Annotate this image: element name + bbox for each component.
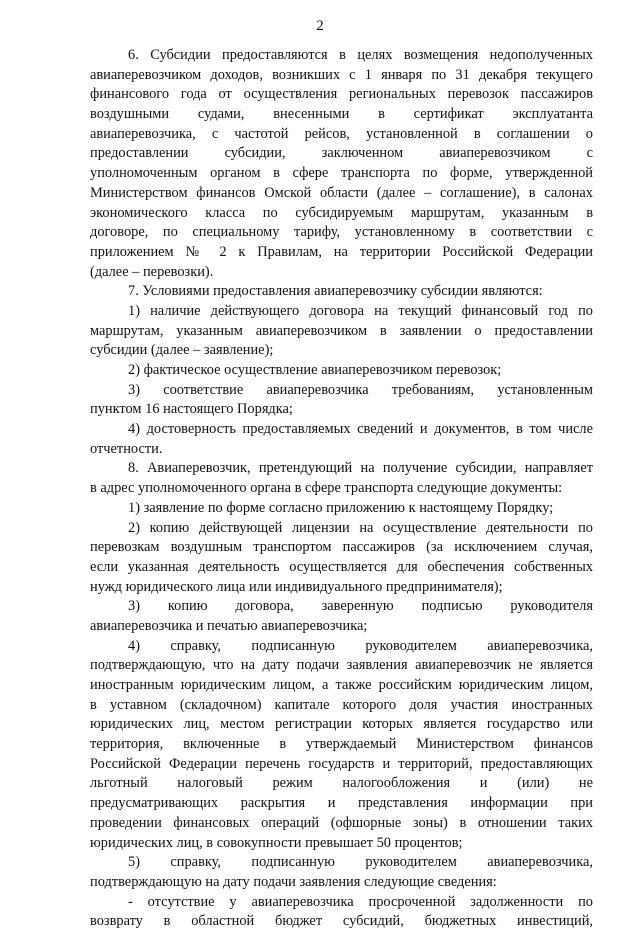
text-line: финансового года от осуществления региональных перевозок пассажиров bbox=[90, 86, 593, 103]
text-line: 8. Авиаперевозчик, претендующий на получение субсидии, направляет bbox=[128, 460, 593, 477]
text-line: 5) справку, подписанную руководителем авиаперевозчика, bbox=[128, 854, 593, 871]
text-line: иностранным юридическим лицом, а также российским юридическим лицом, bbox=[90, 677, 593, 693]
page-number: 2 bbox=[316, 18, 324, 34]
text-line: 1) заявление по форме согласно приложению к настоящему Порядку; bbox=[128, 499, 554, 516]
text-line: 1) наличие действующего договора на текущий финансовый год по bbox=[128, 302, 593, 319]
text-line: 3) копию договора, заверенную подписью руководителя bbox=[128, 598, 593, 615]
text-line: (далее – перевозки). bbox=[90, 263, 214, 280]
text-line: территория, включенные в утверждаемый Министерством финансов bbox=[90, 736, 593, 753]
text-line: отчетности. bbox=[90, 440, 163, 457]
text-line: субсидии (далее – заявление); bbox=[90, 342, 274, 359]
text-line: 2) фактическое осуществление авиаперевозчиком перевозок; bbox=[128, 362, 502, 378]
text-line: подтверждающую на дату подачи заявления следующие сведения: bbox=[90, 873, 497, 890]
text-line: воздушными судами, внесенными в сертификат эксплуатанта bbox=[90, 106, 593, 123]
text-line: - отсутствие у авиаперевозчика просроченной задолженности по bbox=[128, 893, 593, 910]
text-line: юридических лиц, в совокупности превышает 50 процентов; bbox=[90, 834, 463, 851]
text-line: Российской Федерации перечень государств и территорий, предоставляющих bbox=[90, 755, 593, 772]
text-line: юридических лиц, местом регистрации которых является государство или bbox=[90, 716, 593, 733]
text-line: авиаперевозчиком доходов, возникших с 1 января по 31 декабря текущего bbox=[90, 66, 593, 83]
text-line: проведении финансовых операций (офшорные зоны) в отношении таких bbox=[90, 814, 593, 831]
text-line: 2) копию действующей лицензии на осуществление деятельности по bbox=[128, 519, 593, 536]
text-line: в уставном (складочном) капитале которого доля участия иностранных bbox=[90, 696, 593, 713]
text-line: нужд юридического лица или индивидуального предпринимателя); bbox=[90, 578, 503, 595]
document-body bbox=[90, 46, 593, 932]
text-line: 7. Условиями предоставления авиаперевозчику субсидии являются: bbox=[128, 283, 543, 300]
text-line: договоре, по специальному тарифу, установленному в соответствии с bbox=[90, 224, 593, 241]
text-line: подтверждающую, что на дату подачи заявления авиаперевозчик не является bbox=[90, 657, 593, 674]
text-line: Министерством финансов Омской области (далее – соглашение), в салонах bbox=[90, 184, 593, 201]
text-line: 6. Субсидии предоставляются в целях возмещения недополученных bbox=[128, 47, 593, 63]
text-line: предусматривающих раскрытия и представления информации при bbox=[90, 795, 593, 812]
text-line: льготный налоговый режим налогообложения и (или) не bbox=[90, 775, 593, 792]
text-line: если указанная деятельность осуществляется для обеспечения собственных bbox=[90, 558, 593, 575]
text-line: маршрутам, указанным авиаперевозчиком в заявлении о предоставлении bbox=[90, 322, 593, 339]
text-line: авиаперевозчика и печатью авиаперевозчика; bbox=[90, 617, 368, 634]
text-line: перевозкам воздушным транспортом пассажиров (за исключением случая, bbox=[90, 539, 593, 556]
text-line: пунктом 16 настоящего Порядка; bbox=[90, 401, 293, 418]
text-line: предоставлении субсидии, заключенном авиаперевозчиком с bbox=[90, 145, 593, 162]
text-line: уполномоченным органом в сфере транспорта по форме, утвержденной bbox=[90, 165, 593, 182]
text-line: возврату в областной бюджет субсидий, бюджетных инвестиций, bbox=[90, 913, 593, 930]
text-line: авиаперевозчика, с частотой рейсов, установленной в соглашении о bbox=[90, 125, 593, 142]
text-line: приложением № 2 к Правилам, на территории Российской Федерации bbox=[90, 243, 593, 260]
text-line: экономического класса по субсидируемым маршрутам, указанным в bbox=[90, 204, 593, 221]
text-line: 3) соответствие авиаперевозчика требованиям, установленным bbox=[128, 381, 593, 398]
text-line: 4) достоверность предоставляемых сведений и документов, в том числе bbox=[128, 421, 593, 438]
text-line: в адрес уполномоченного органа в сфере транспорта следующие документы: bbox=[90, 480, 563, 497]
text-line: 4) справку, подписанную руководителем авиаперевозчика, bbox=[128, 637, 593, 654]
